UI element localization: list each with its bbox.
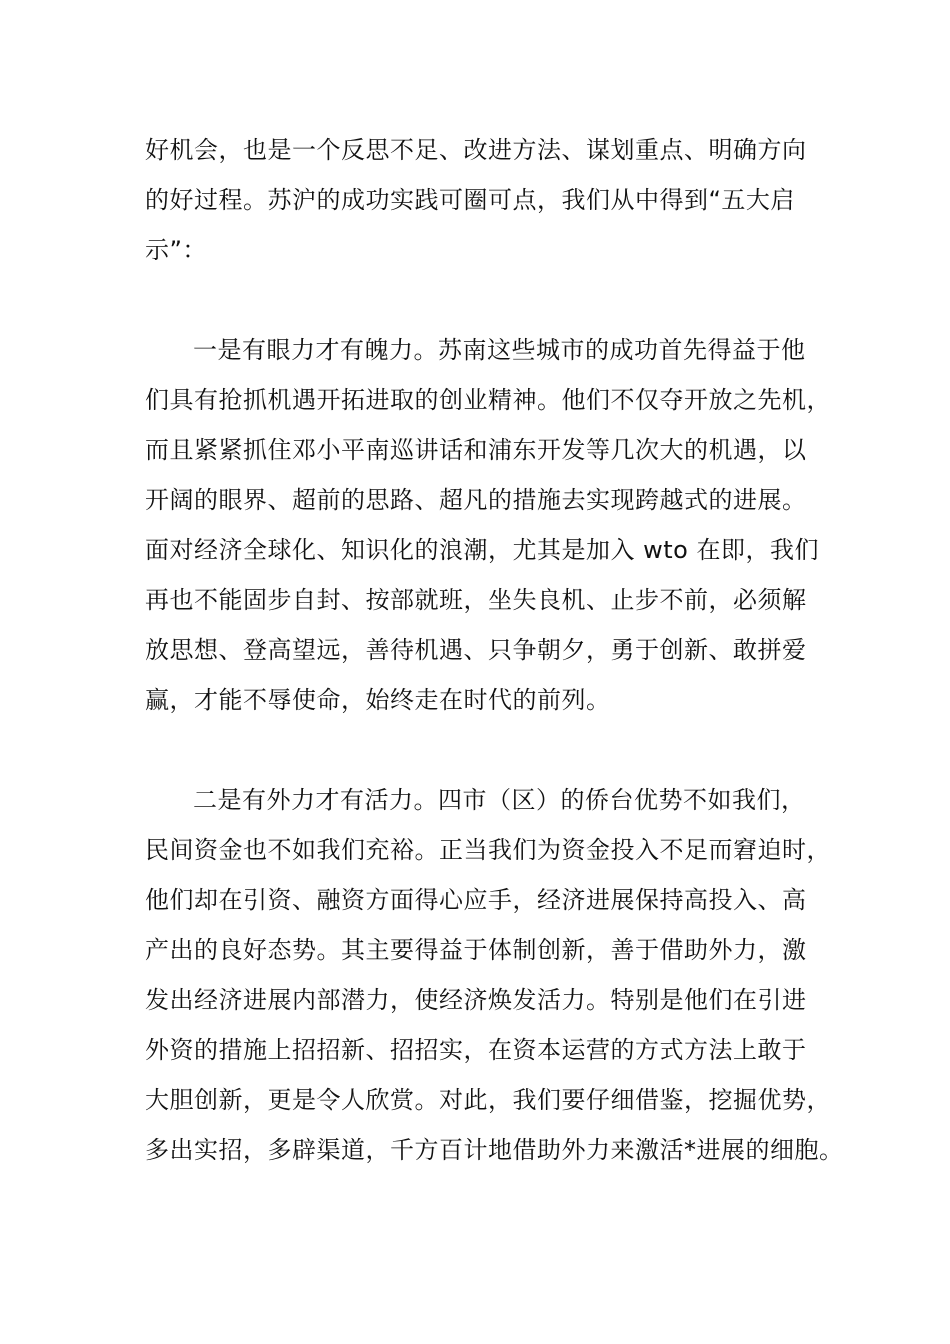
- paragraph-2-line-7: 放思想、登高望远，善待机遇、只争朝夕，勇于创新、敢拼爱: [145, 636, 807, 664]
- paragraph-3-line-2: 民间资金也不如我们充裕。正当我们为资金投入不足而窘迫时，: [145, 836, 831, 864]
- paragraph-3-line-4: 产出的良好态势。其主要得益于体制创新，善于借助外力，激: [145, 936, 807, 964]
- paragraph-2-line-4: 开阔的眼界、超前的思路、超凡的措施去实现跨越式的进展。: [145, 486, 807, 514]
- paragraph-2-line-8: 赢，才能不辱使命，始终走在时代的前列。: [145, 686, 611, 714]
- paragraph-2-line-3: 而且紧紧抓住邓小平南巡讲话和浦东开发等几次大的机遇，以: [145, 436, 807, 464]
- paragraph-3-line-3: 他们却在引资、融资方面得心应手，经济进展保持高投入、高: [145, 886, 807, 914]
- paragraph-3-line-5: 发出经济进展内部潜力，使经济焕发活力。特别是他们在引进: [145, 986, 807, 1014]
- paragraph-1-line-2: 的好过程。苏沪的成功实践可圈可点，我们从中得到“五大启: [145, 186, 795, 214]
- paragraph-1-line-3: 示”：: [145, 236, 207, 264]
- paragraph-1-line-1: 好机会，也是一个反思不足、改进方法、谋划重点、明确方向: [145, 136, 807, 164]
- paragraph-2-line-6: 再也不能固步自封、按部就班，坐失良机、止步不前，必须解: [145, 586, 807, 614]
- paragraph-2-line-1: 一是有眼力才有魄力。苏南这些城市的成功首先得益于他: [193, 336, 806, 364]
- paragraph-2-line-2: 们具有抢抓机遇开拓进取的创业精神。他们不仅夺开放之先机，: [145, 386, 831, 414]
- paragraph-3-line-7: 大胆创新，更是令人欣赏。对此，我们要仔细借鉴，挖掘优势，: [145, 1086, 831, 1114]
- paragraph-3-line-6: 外资的措施上招招新、招招实，在资本运营的方式方法上敢于: [145, 1036, 807, 1064]
- paragraph-2-line-5: 面对经济全球化、知识化的浪潮，尤其是加入 wto 在即，我们: [145, 536, 819, 564]
- paragraph-3-line-8: 多出实招，多辟渠道，千方百计地借助外力来激活*进展的细胞。: [145, 1136, 844, 1164]
- paragraph-3-line-1: 二是有外力才有活力。四市（区）的侨台优势不如我们，: [193, 786, 806, 814]
